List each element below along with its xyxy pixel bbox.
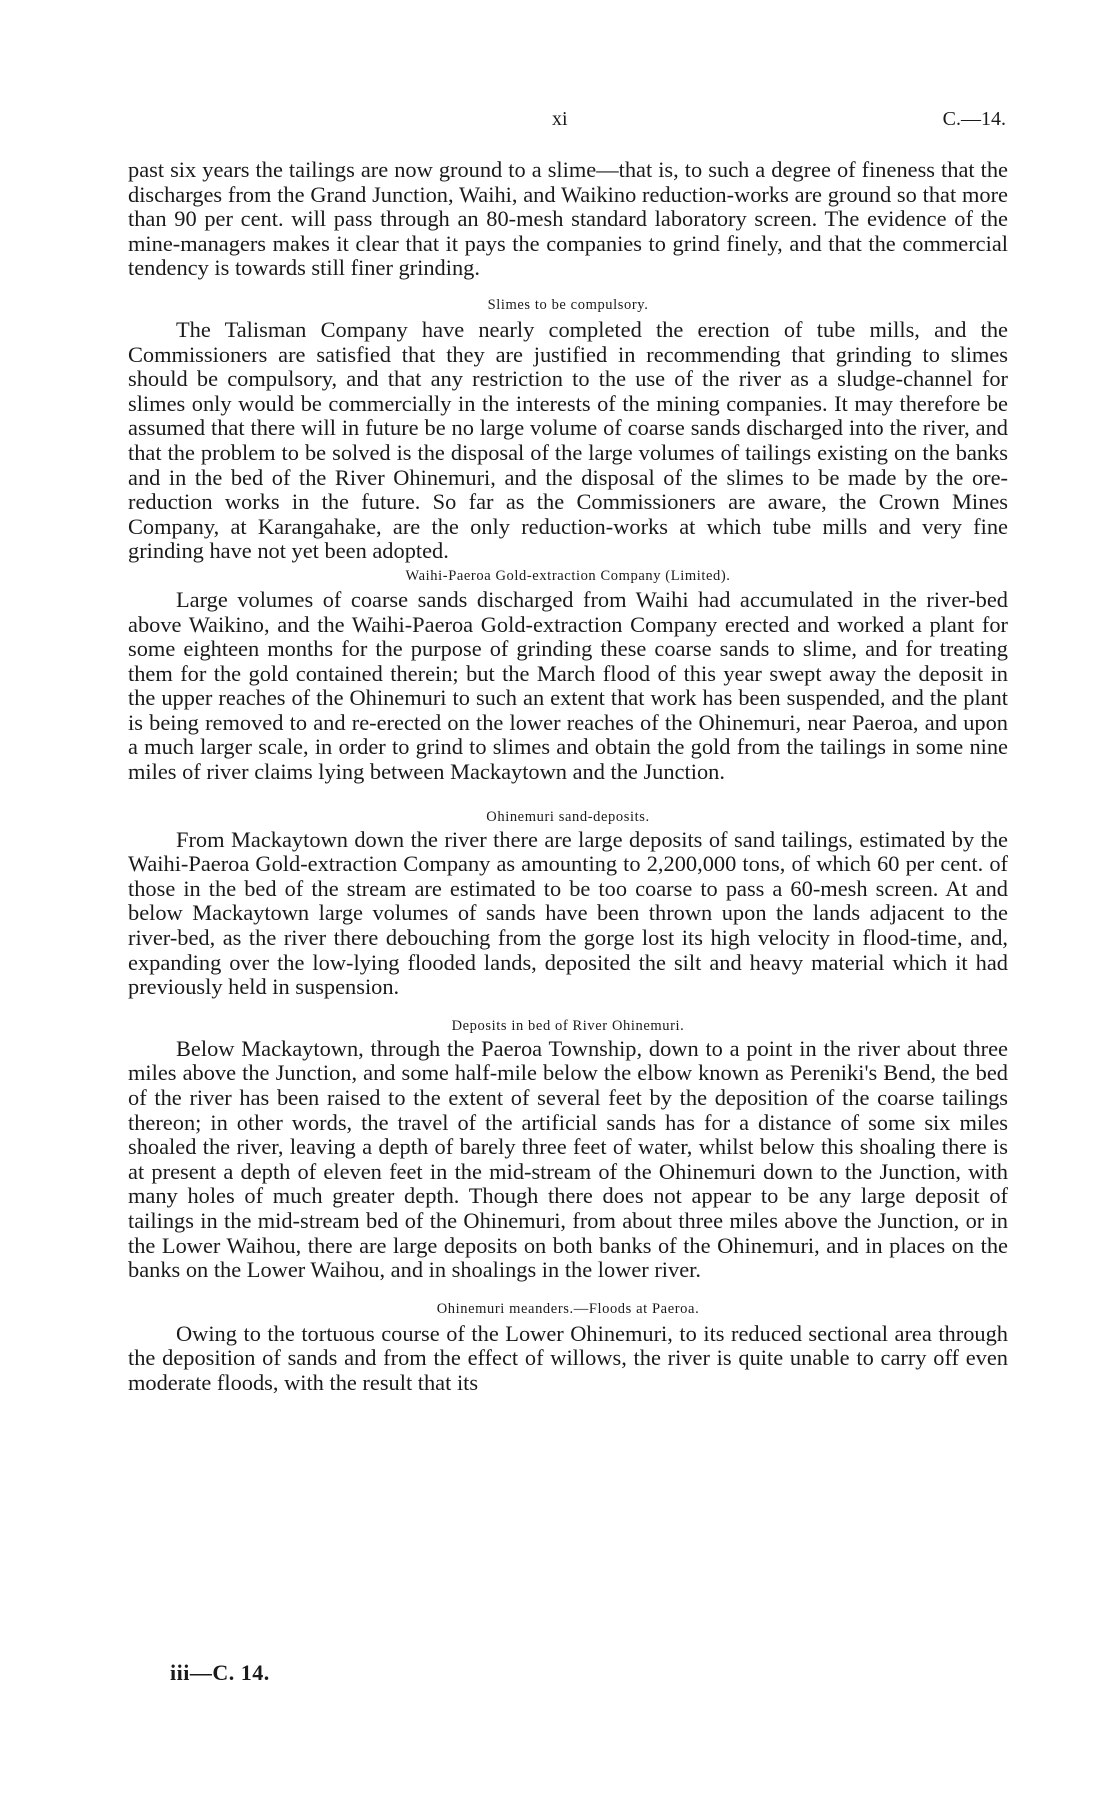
document-reference: C.—14. [942,108,1006,130]
page-number: xi [552,108,568,130]
heading-sand-deposits: Ohinemuri sand-deposits. [486,808,650,825]
paragraph-4: From Mackaytown down the river there are large deposits of sand tailings, estimated by the Waihi-Paeroa Gold-extraction Company as amounting to 2,200,000 tons, of which 60 per cent. of those in the bed of the stream are estimated to be too coarse to pass a 60-mesh screen. At and below Mackaytown large volumes of sands have been thrown upon the lands adjacent to the river-bed, as the river there debouching from the gorge lost its high velocity in flood-time, and, expanding over the low-lying flooded lands, deposited the silt and heavy material which it had previously held in suspension. [128,826,1008,1000]
paragraph-5: Below Mackaytown, through the Paeroa Township, down to a point in the river about three miles above the Junction, and some half-mile below the elbow known as Pereniki's Bend, the bed of the river has been raised to the extent of several feet by the deposition of the coarse tailings thereon; in other words, the travel of the artificial sands has for a distance of some six miles shoaled the river, leaving a depth of barely three feet of water, whilst below this shoaling there is at present a depth of eleven feet in the mid-stream of the Ohinemuri down to the Junction, with many holes of much greater depth. Though there does not appear to be any large deposit of tailings in the mid-stream bed of the Ohinemuri, from about three miles above the Junction, or in the Lower Waihou, there are large deposits on both banks of the Ohinemuri, and in places on the banks on the Lower Waihou, and in shoalings in the lower river. [128,1035,1008,1283]
heading-deposits-in-bed: Deposits in bed of River Ohinemuri. [451,1017,685,1034]
paragraph-6: Owing to the tortuous course of the Lower Ohinemuri, to its reduced sectional area through the deposition of sands and from the effect of willows, the river is quite unable to carry off even moderate floods, with the result that its [128,1320,1008,1395]
heading-slimes-compulsory: Slimes to be compulsory. [487,296,649,313]
paragraph-1: past six years the tailings are now ground to a slime—that is, to such a degree of fineness that the discharges from the Grand Junction, Waihi, and Waikino reduction-works are ground so that more than 90 per cent. will pass through an 80-mesh standard laboratory screen. The evidence of the mine-managers makes it clear that it pays the companies to grind finely, and that the commercial tendency is towards still finer grinding. [128,157,1008,281]
paragraph-2: The Talisman Company have nearly completed the erection of tube mills, and the Commissioners are satisfied that they are justified in recommending that grinding to slimes should be compulsory, and that any restriction to the use of the river as a sludge-channel for slimes only would be commercially in the interests of the mining companies. It may therefore be assumed that there will in future be no large volume of coarse sands discharged into the river, and that the problem to be solved is the disposal of the large volumes of tailings existing on the banks and in the bed of the River Ohinemuri, and the disposal of the slimes to be made by the ore-reduction works in the future. So far as the Commissioners are aware, the Crown Mines Company, at Karangahake, are the only reduction-works at which tube mills and very fine grinding have not yet been adopted. [128,316,1008,564]
signature-mark: iii—C. 14. [170,1660,270,1685]
heading-waihi-paeroa-company: Waihi-Paeroa Gold-extraction Company (Limited). [405,567,731,584]
paragraph-3: Large volumes of coarse sands discharged from Waihi had accumulated in the river-bed above Waikino, and the Waihi-Paeroa Gold-extraction Company erected and worked a plant for some eighteen months for the purpose of grinding these coarse sands to slime, and for treating them for the gold contained therein; but the March flood of this year swept away the deposit in the upper reaches of the Ohinemuri to such an extent that work has been suspended, and the plant is being removed to and re-erected on the lower reaches of the Ohinemuri, near Paeroa, and upon a much larger scale, in order to grind to slimes and obtain the gold from the tailings in some nine miles of river claims lying between Mackaytown and the Junction. [128,586,1008,785]
document-body [128,158,1008,1396]
heading-meanders-floods: Ohinemuri meanders.—Floods at Paeroa. [436,1300,700,1317]
